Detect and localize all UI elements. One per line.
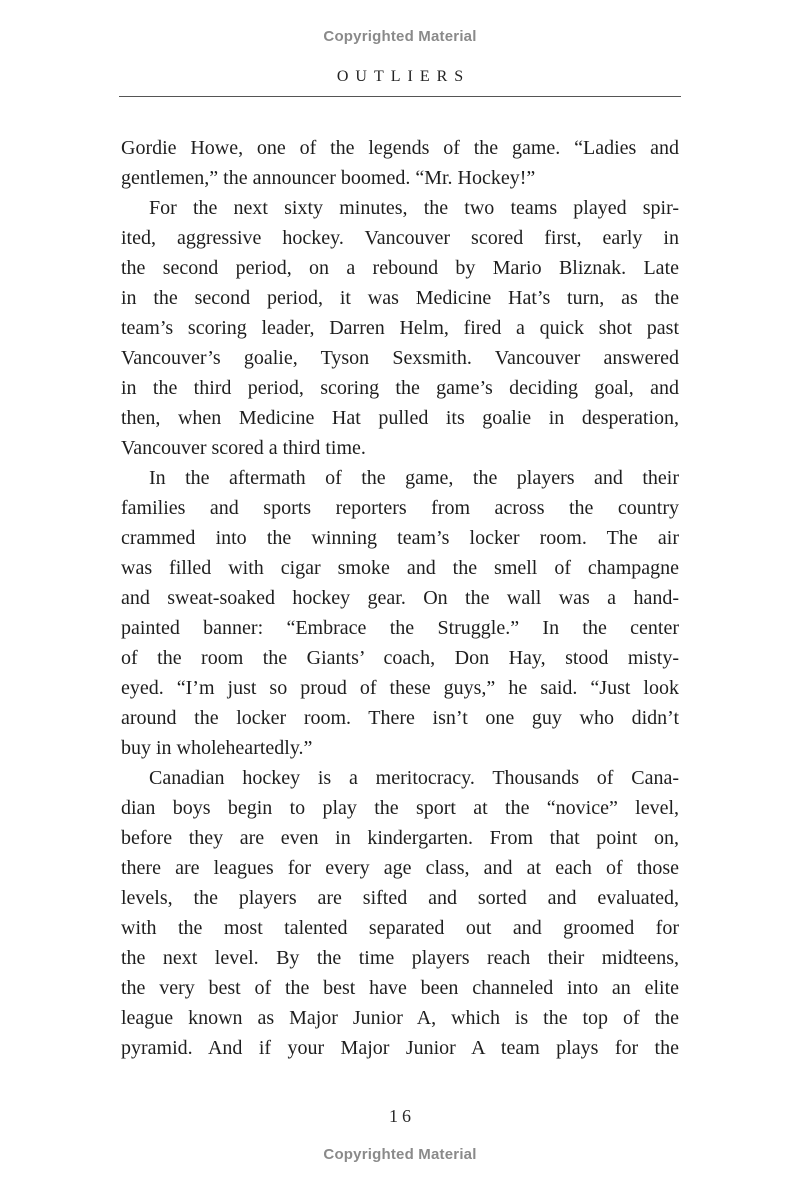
text-line: league known as Major Junior A, which is the top of the <box>121 1007 679 1029</box>
paragraph <box>121 763 679 1063</box>
paragraph <box>121 133 679 193</box>
text-line: In the aftermath of the game, the players and their <box>149 467 679 489</box>
text-line: crammed into the winning team’s locker room. The air <box>121 527 679 549</box>
text-line: the second period, on a rebound by Mario Bliznak. Late <box>121 257 679 279</box>
text-line: Vancouver scored a third time. <box>121 437 366 459</box>
text-line: around the locker room. There isn’t one guy who didn’t <box>121 707 679 729</box>
text-line: Vancouver’s goalie, Tyson Sexsmith. Vancouver answered <box>121 347 679 369</box>
page-number: 16 <box>389 1106 415 1126</box>
text-line: of the room the Giants’ coach, Don Hay, stood misty- <box>121 647 679 669</box>
text-line: buy in wholeheartedly.” <box>121 737 313 759</box>
text-line: families and sports reporters from across the country <box>121 497 679 519</box>
text-line: the very best of the best have been channeled into an elite <box>121 977 679 999</box>
text-line: Gordie Howe, one of the legends of the game. “Ladies and <box>121 137 679 159</box>
paragraph <box>121 193 679 463</box>
text-line: Canadian hockey is a meritocracy. Thousands of Cana- <box>149 767 679 789</box>
text-line: in the third period, scoring the game’s deciding goal, and <box>121 377 679 399</box>
text-line: For the next sixty minutes, the two teams played spir- <box>149 197 679 219</box>
text-line: and sweat-soaked hockey gear. On the wall was a hand- <box>121 587 679 609</box>
text-line: was filled with cigar smoke and the smell of champagne <box>121 557 679 579</box>
text-line: with the most talented separated out and groomed for <box>121 917 679 939</box>
body-text <box>121 133 679 1063</box>
copyright-notice-top: Copyrighted Material <box>323 28 477 45</box>
text-line: gentlemen,” the announcer boomed. “Mr. Hockey!” <box>121 167 536 189</box>
text-line: there are leagues for every age class, and at each of those <box>121 857 679 879</box>
header-rule <box>119 96 681 97</box>
text-line: dian boys begin to play the sport at the “novice” level, <box>121 797 679 819</box>
text-line: pyramid. And if your Major Junior A team plays for the <box>121 1037 679 1059</box>
text-line: eyed. “I’m just so proud of these guys,” he said. “Just look <box>121 677 679 699</box>
copyright-notice-bottom: Copyrighted Material <box>323 1146 477 1163</box>
running-head-title: OUTLIERS <box>336 68 471 85</box>
text-line: ited, aggressive hockey. Vancouver scored first, early in <box>121 227 679 249</box>
text-line: before they are even in kindergarten. From that point on, <box>121 827 679 849</box>
text-line: painted banner: “Embrace the Struggle.” In the center <box>121 617 679 639</box>
text-line: levels, the players are sifted and sorted and evaluated, <box>121 887 679 909</box>
text-line: then, when Medicine Hat pulled its goalie in desperation, <box>121 407 679 429</box>
text-line: team’s scoring leader, Darren Helm, fired a quick shot past <box>121 317 679 339</box>
paragraph <box>121 463 679 763</box>
text-line: in the second period, it was Medicine Hat’s turn, as the <box>121 287 679 309</box>
text-line: the next level. By the time players reach their midteens, <box>121 947 679 969</box>
